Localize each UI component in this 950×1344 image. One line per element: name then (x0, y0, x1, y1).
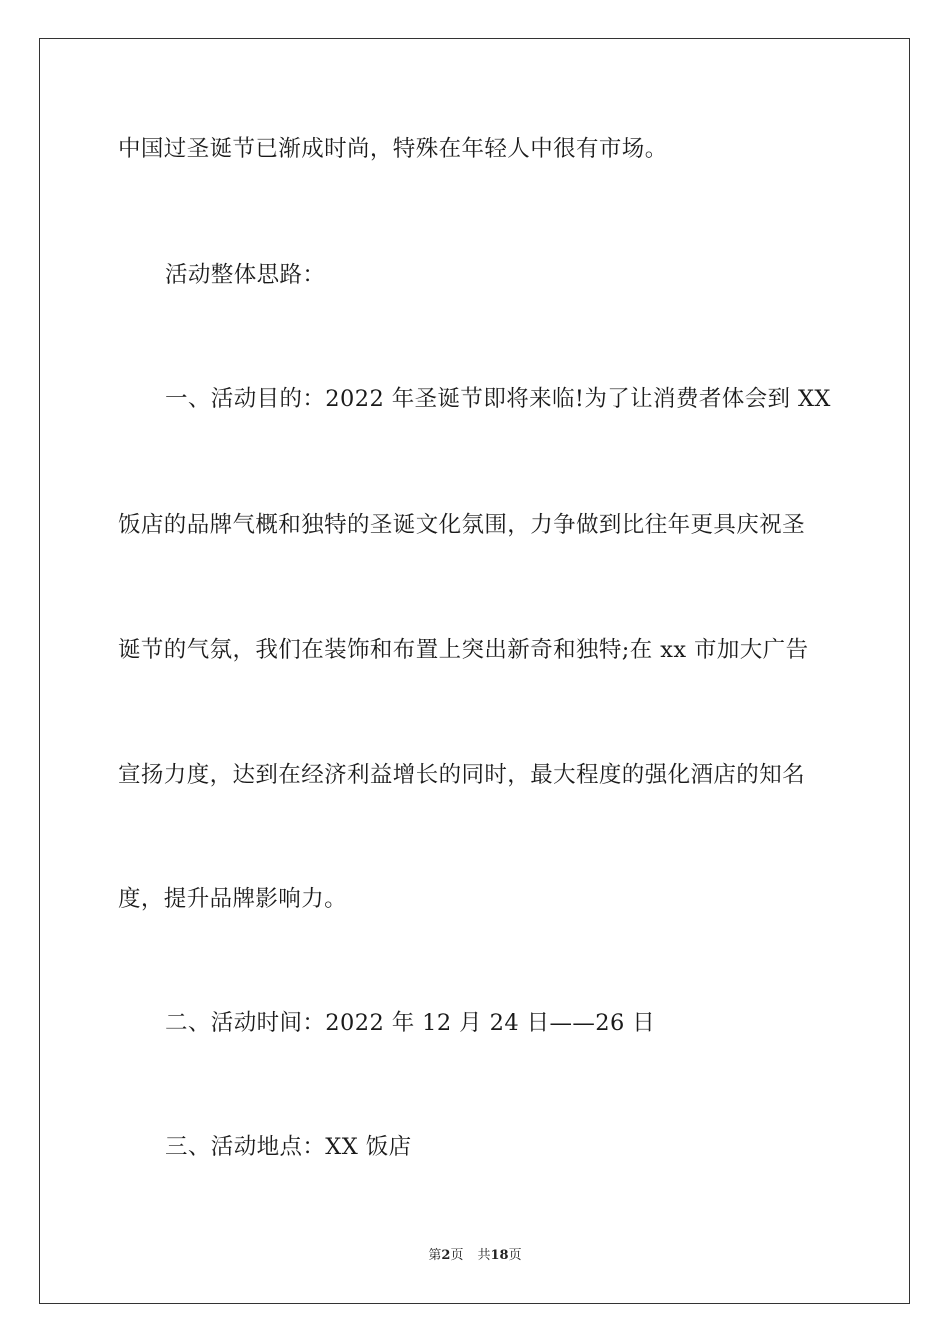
total-pages: 18 (490, 1248, 509, 1263)
page-suffix: 页 (450, 1248, 464, 1263)
page-footer (0, 1247, 950, 1265)
total-suffix: 页 (508, 1248, 522, 1263)
paragraph-line-purpose-1: 一、活动目的：2022 年圣诞节即将来临!为了让消费者体会到 XX (165, 386, 831, 412)
page-number: 2 (441, 1248, 451, 1263)
heading-overall-idea: 活动整体思路： (165, 262, 326, 288)
paragraph-line-time: 二、活动时间：2022 年 12 月 24 日——26 日 (165, 1010, 656, 1036)
paragraph-line-purpose-5: 度，提升品牌影响力。 (118, 886, 348, 912)
page-frame (39, 38, 910, 1304)
paragraph-line-purpose-3: 诞节的气氛，我们在装饰和布置上突出新奇和独特;在 xx 市加大广告 (118, 637, 809, 663)
paragraph-line-intro: 中国过圣诞节已渐成时尚，特殊在年轻人中很有市场。 (118, 136, 668, 162)
page-prefix: 第 (428, 1248, 442, 1263)
paragraph-line-location: 三、活动地点：XX 饭店 (165, 1134, 412, 1160)
paragraph-line-purpose-4: 宣扬力度，达到在经济利益增长的同时，最大程度的强化酒店的知名 (118, 762, 806, 788)
paragraph-line-purpose-2: 饭店的品牌气概和独特的圣诞文化氛围，力争做到比往年更具庆祝圣 (118, 512, 806, 538)
total-prefix: 共 (477, 1248, 491, 1263)
